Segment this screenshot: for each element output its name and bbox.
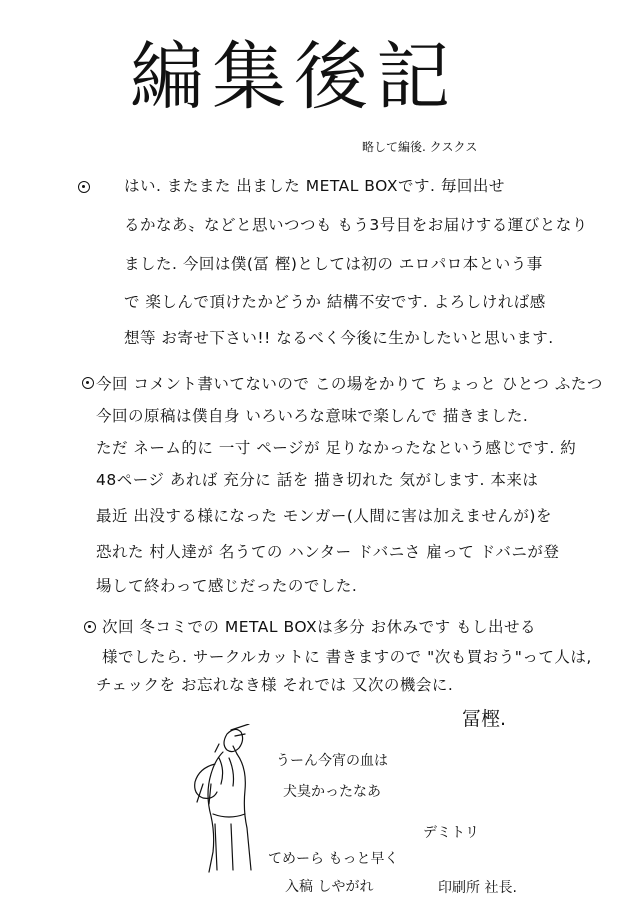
paragraph-line: 場して終わって感じだったのでした. xyxy=(96,577,358,595)
paragraph-line: 48ページ あれば 充分に 話を 描き切れた 気がします. 本来は xyxy=(96,471,539,489)
circle-bullet-icon xyxy=(78,181,90,193)
paragraph-line: 様でしたら. サークルカットに 書きますので "次も買おう"って人は, xyxy=(102,648,592,666)
speech-bubble-line: 入稿 しやがれ xyxy=(285,879,374,895)
paragraph-line: で 楽しんで頂けたかどうか 結構不安です. よろしければ感 xyxy=(124,293,546,311)
paragraph-line: 今回の原稿は僕自身 いろいろな意味で楽しんで 描きました. xyxy=(96,407,529,425)
paragraph-line: ただ ネーム的に 一寸 ページが 足りなかったなという感じです. 約 xyxy=(96,439,577,457)
paragraph-line: 恐れた 村人達が 名うての ハンター ドバニさ 雇って ドバニが登 xyxy=(96,543,560,561)
speech-bubble-line: うーん今宵の血は xyxy=(276,753,388,769)
paragraph-line: 想等 お寄せ下さい!! なるべく今後に生かしたいと思います. xyxy=(124,329,554,347)
author-signature: 冨樫. xyxy=(462,708,507,730)
speech-signature: デミトリ xyxy=(423,825,479,841)
page-subtitle: 略して編後. クスクス xyxy=(362,140,478,154)
circle-bullet-icon xyxy=(82,377,94,389)
paragraph-line: ました. 今回は僕(冨 樫)としては初の エロパロ本という事 xyxy=(124,255,543,273)
speech-bubble-line: てめーら もっと早く xyxy=(268,851,399,867)
paragraph-line: 最近 出没する様になった モンガー(人間に害は加えませんが)を xyxy=(96,507,552,525)
page-title: 編集後記 xyxy=(130,34,458,120)
speech-bubble-line: 犬臭かったなあ xyxy=(283,784,381,800)
paragraph-line: るかなあ〟などと思いつつも もう3号目をお届けする運びとなり xyxy=(124,216,588,234)
paragraph-line: 次回 冬コミでの METAL BOXは多分 お休みです もし出せる xyxy=(102,618,536,636)
circle-bullet-icon xyxy=(84,621,96,633)
paragraph-line: 今回 コメント書いてないので この場をかりて ちょっと ひとつ ふたつ xyxy=(96,375,603,393)
character-sketch xyxy=(175,724,265,874)
paragraph-line: はい. またまた 出ました METAL BOXです. 毎回出せ xyxy=(124,177,505,195)
paragraph-line: チェックを お忘れなき様 それでは 又次の機会に. xyxy=(96,676,454,694)
speech-signature: 印刷所 社長. xyxy=(438,880,517,896)
